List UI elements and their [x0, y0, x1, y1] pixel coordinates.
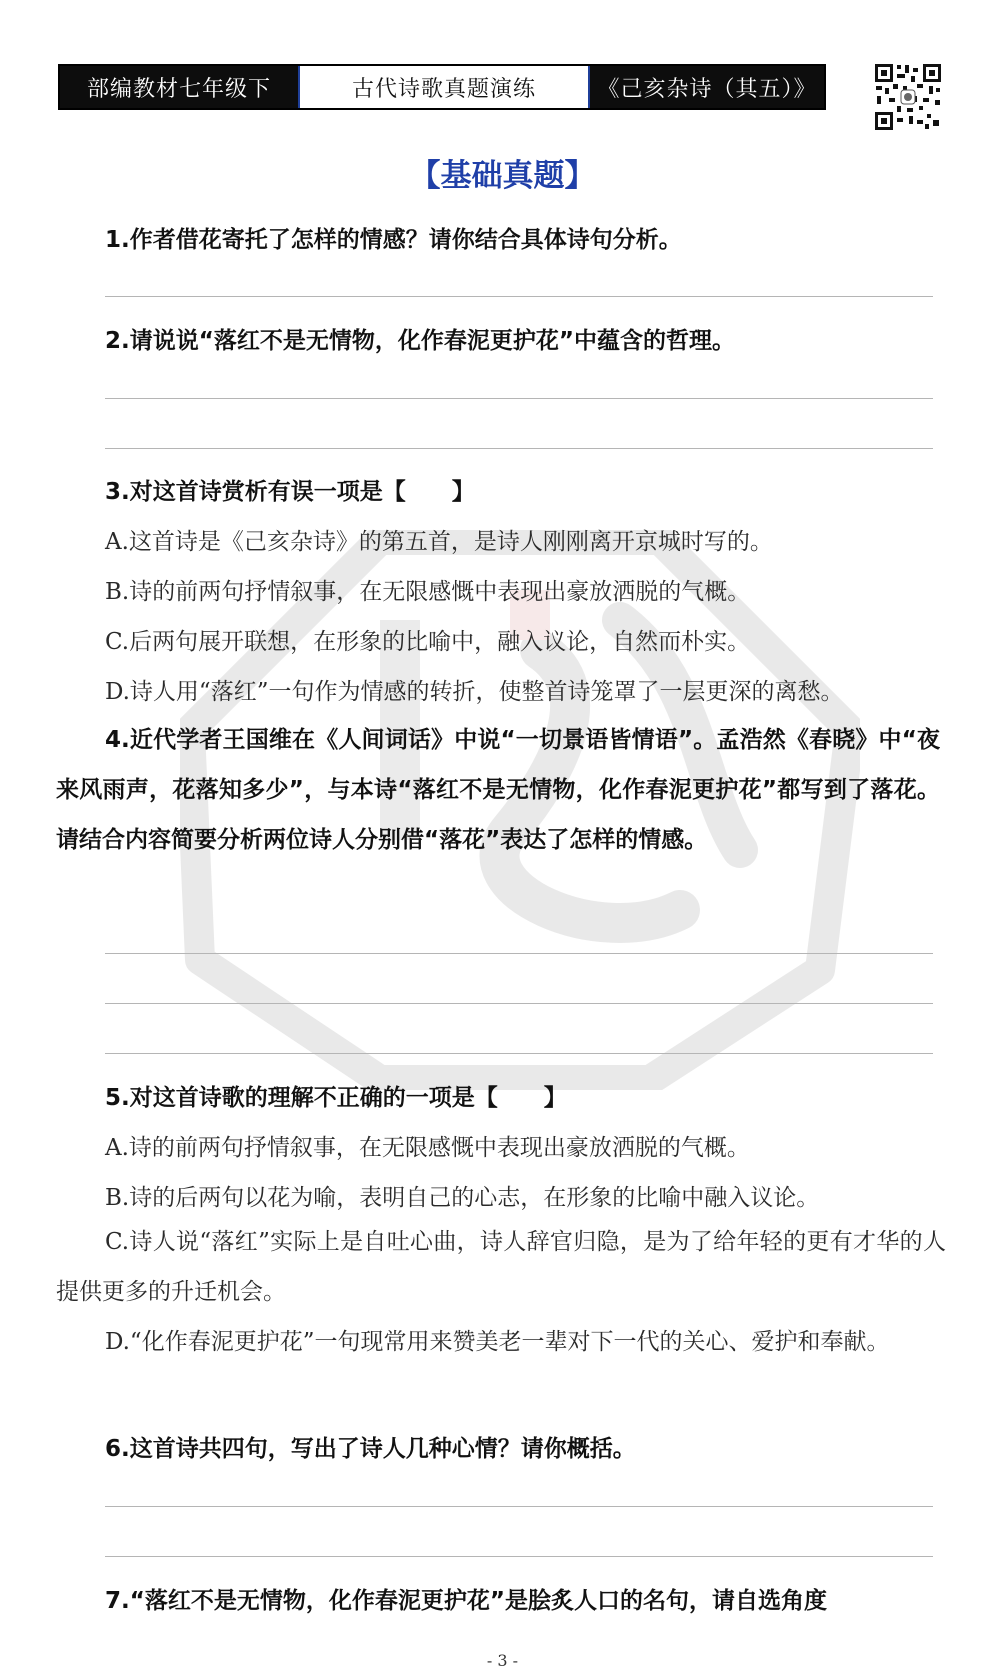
- page-number: - 3 -: [486, 1651, 519, 1670]
- question-6: 6.这首诗共四句，写出了诗人几种心情？请你概括。: [105, 1436, 636, 1462]
- question-2: 2.请说说“落红不是无情物，化作春泥更护花”中蕴含的哲理。: [105, 328, 735, 354]
- answer-line[interactable]: [105, 1053, 933, 1054]
- answer-line[interactable]: [105, 953, 933, 954]
- question-3-option-d: D.诗人用“落红”一句作为情感的转折，使整首诗笼罩了一层更深的离愁。: [105, 679, 844, 705]
- answer-line[interactable]: [105, 1506, 933, 1507]
- question-3-option-b: B.诗的前两句抒情叙事，在无限感慨中表现出豪放洒脱的气概。: [105, 579, 751, 605]
- header-poem-title: 《己亥杂诗（其五）》: [590, 66, 824, 108]
- answer-line[interactable]: [105, 398, 933, 399]
- question-5-option-a: A.诗的前两句抒情叙事，在无限感慨中表现出豪放洒脱的气概。: [105, 1135, 750, 1161]
- header-bar: [58, 64, 826, 110]
- section-title: 【基础真题】: [409, 158, 596, 194]
- question-5-option-c: C.诗人说“落红”实际上是自吐心曲，诗人辞官归隐，是为了给年轻的更有才华的人提供更多的升迁机会。: [56, 1229, 946, 1305]
- question-5: 5.对这首诗歌的理解不正确的一项是【 】: [105, 1085, 567, 1111]
- qr-code-icon: [873, 62, 943, 132]
- question-3-option-a: A.这首诗是《己亥杂诗》的第五首，是诗人刚刚离开京城时写的。: [105, 529, 773, 555]
- question-1: 1.作者借花寄托了怎样的情感？请你结合具体诗句分析。: [105, 227, 682, 253]
- answer-line[interactable]: [105, 448, 933, 449]
- header-topic: 古代诗歌真题演练: [298, 66, 590, 108]
- header-grade: 部编教材七年级下: [60, 66, 298, 108]
- answer-line[interactable]: [105, 1003, 933, 1004]
- question-5-option-b: B.诗的后两句以花为喻，表明自己的心志，在形象的比喻中融入议论。: [105, 1185, 820, 1211]
- question-4: 4.近代学者王国维在《人间词话》中说“一切景语皆情语”。孟浩然《春晓》中“夜来风雨声，花落知多少”，与本诗“落红不是无情物，化作春泥更护花”都写到了落花。请结合内容简要分析两位诗人分别借“落花”表达了怎样的情感。: [56, 727, 940, 853]
- question-5-option-d: D.“化作春泥更护花”一句现常用来赞美老一辈对下一代的关心、爱护和奉献。: [105, 1329, 890, 1355]
- question-3: 3.对这首诗赏析有误一项是【 】: [105, 479, 475, 505]
- question-3-option-c: C.后两句展开联想，在形象的比喻中，融入议论，自然而朴实。: [105, 629, 751, 655]
- question-7: 7.“落红不是无情物，化作春泥更护花”是脍炙人口的名句，请自选角度: [105, 1588, 827, 1614]
- answer-line[interactable]: [105, 296, 933, 297]
- answer-line[interactable]: [105, 1556, 933, 1557]
